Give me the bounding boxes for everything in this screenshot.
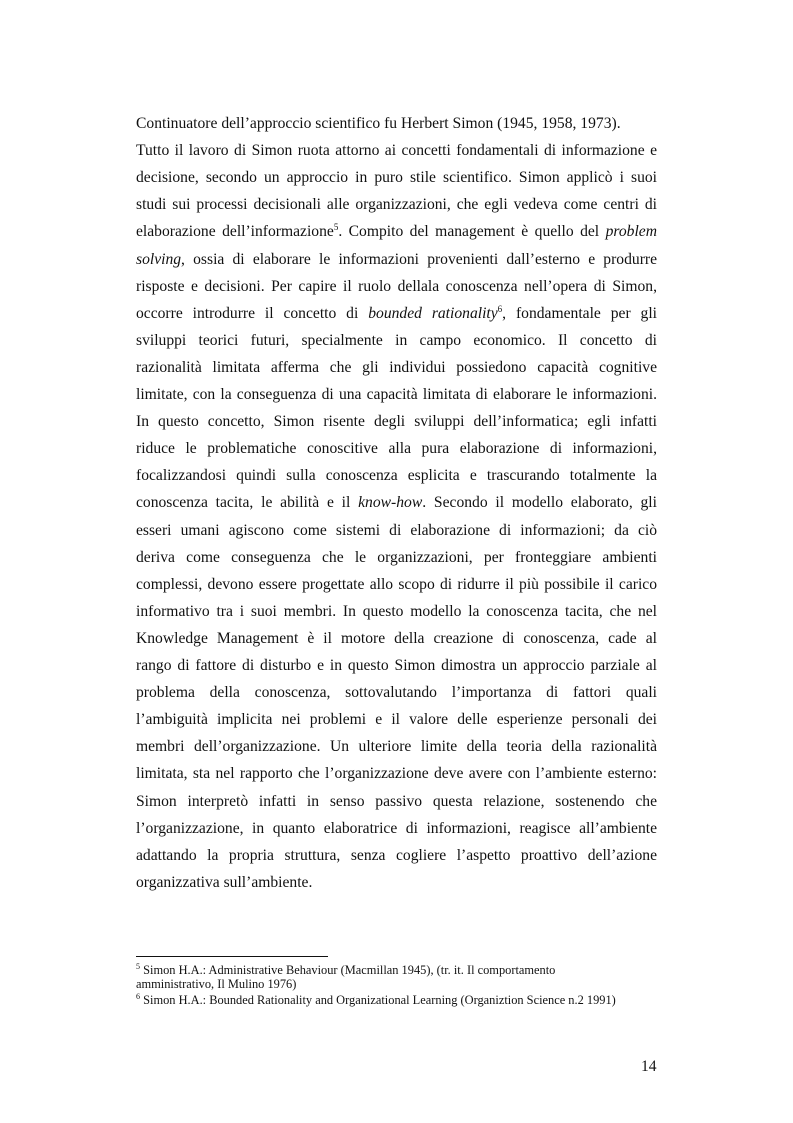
text-run: rango di fattore di disturbo e in questo Simon dimostra un approccio parziale al: [136, 657, 657, 674]
body-line-23: [136, 711, 657, 729]
text-run: studi sui processi decisionali alle organizzazioni, che egli vedeva come centri di: [136, 196, 657, 214]
body-line-21: [136, 657, 657, 675]
body-line-26: [136, 793, 657, 811]
body-line-9: [136, 332, 657, 350]
body-line-8: [136, 305, 657, 323]
text-run: , fondamentale per gli: [502, 304, 658, 322]
text-run: adattando la propria struttura, senza cogliere l’aspetto proattivo dell’azione: [136, 846, 657, 864]
body-line-25: [136, 765, 657, 783]
footnote-5-line-2: amministrativo, Il Mulino 1976): [136, 977, 297, 991]
body-line-27: [136, 820, 657, 838]
text-run: Tutto il lavoro di Simon ruota attorno ai concetti fondamentali di informazione e: [136, 142, 657, 160]
footnote-6: [136, 993, 657, 1007]
footnote-5-mark: 5: [136, 962, 140, 971]
body-line-4: [136, 196, 657, 214]
body-line-11: [136, 386, 657, 404]
body-line-13: [136, 440, 657, 458]
text-run: sviluppi teorici futuri, specialmente in campo economico. Il concetto di: [136, 331, 657, 349]
text-run: . Compito del management è quello del: [338, 223, 606, 241]
body-line-5: [136, 223, 657, 241]
body-line-7: [136, 278, 657, 296]
text-run: membri dell’organizzazione. Un ulteriore limite della teoria della razionalità: [136, 738, 657, 756]
body-line-1: [136, 115, 657, 133]
body-line-28: [136, 847, 657, 865]
body-line-15: [136, 494, 657, 512]
body-line-12: [136, 413, 657, 431]
text-run: elaborazione dell’informazione: [136, 223, 334, 241]
text-run: decisione, secondo un approccio in puro stile scientifico. Simon applicò i suoi: [136, 169, 657, 187]
italic-term: know-how: [358, 494, 423, 512]
body-line-16: [136, 522, 657, 540]
text-run: Continuatore dell’approccio scientifico fu Herbert Simon (1945, 1958, 1973).: [136, 115, 621, 132]
body-line-20: [136, 630, 657, 648]
text-run: organizzativa sull’ambiente.: [136, 873, 313, 891]
text-run: esseri umani agiscono come sistemi di elaborazione di informazioni; da ciò: [136, 521, 657, 539]
body-line-2: [136, 142, 657, 160]
body-line-29: [136, 874, 657, 892]
footnote-6-text: Simon H.A.: Bounded Rationality and Organizational Learning (Organiztion Science n.2 1991): [143, 993, 616, 1007]
footnote-reference: 5: [333, 222, 339, 233]
text-run: problema della conoscenza, sottovalutando l’importanza di fattori quali: [136, 684, 657, 702]
footnote-5-line-1: [136, 963, 657, 977]
italic-term: bounded rationality: [368, 304, 498, 322]
text-run: razionalità limitata afferma che gli individui possiedono capacità cognitive: [136, 358, 657, 376]
footnote-separator: [136, 956, 328, 957]
text-run: complessi, devono essere progettate allo scopo di ridurre il più possibile il carico: [136, 575, 657, 593]
italic-term: solving: [136, 250, 182, 268]
text-run: informativo tra i suoi membri. In questo modello la conoscenza tacita, che nel: [136, 602, 657, 620]
text-run: focalizzandosi quindi sulla conoscenza esplicita e trascurando totalmente la: [136, 467, 657, 485]
page-number: 14: [641, 1058, 657, 1075]
text-run: conoscenza tacita, le abilità e il: [136, 494, 359, 512]
footnote-6-mark: 6: [136, 992, 140, 1001]
text-run: Knowledge Management è il motore della creazione di conoscenza, cade al: [136, 629, 657, 647]
text-run: . Secondo il modello elaborato, gli: [422, 494, 657, 512]
text-run: In questo concetto, Simon risente degli sviluppi dell’informatica; egli infatti: [136, 413, 657, 431]
body-line-22: [136, 684, 657, 702]
text-run: limitate, con la conseguenza di una capacità limitata di elaborare le informazioni.: [136, 386, 657, 403]
text-run: l’ambiguità implicita nei problemi e il valore delle esperienze personali dei: [136, 711, 657, 729]
italic-term: problem: [605, 223, 657, 241]
text-run: occorre introdurre il concetto di: [136, 304, 369, 322]
body-line-14: [136, 467, 657, 485]
text-run: risposte e decisioni. Per capire il ruolo dellala conoscenza nell’opera di Simon,: [136, 277, 657, 295]
text-run: riduce le problematiche conoscitive alla pura elaborazione di informazioni,: [136, 440, 657, 458]
text-run: , ossia di elaborare le informazioni provenienti dall’esterno e produrre: [181, 250, 657, 268]
body-line-3: [136, 169, 657, 187]
footnote-reference: 6: [497, 303, 503, 314]
body-line-24: [136, 738, 657, 756]
text-run: deriva come conseguenza che le organizzazioni, per fronteggiare ambienti: [136, 548, 657, 566]
text-run: limitata, sta nel rapporto che l’organizzazione deve avere con l’ambiente esterno:: [136, 765, 657, 783]
body-line-19: [136, 603, 657, 621]
footnote-5-text: Simon H.A.: Administrative Behaviour (Macmillan 1945), (tr. it. Il comportamento: [143, 963, 556, 977]
body-line-10: [136, 359, 657, 377]
body-line-18: [136, 576, 657, 594]
text-run: l’organizzazione, in quanto elaboratrice di informazioni, reagisce all’ambiente: [136, 819, 657, 837]
body-line-17: [136, 549, 657, 567]
body-line-6: [136, 251, 657, 269]
text-run: Simon interpretò infatti in senso passivo questa relazione, sostenendo che: [136, 792, 657, 810]
